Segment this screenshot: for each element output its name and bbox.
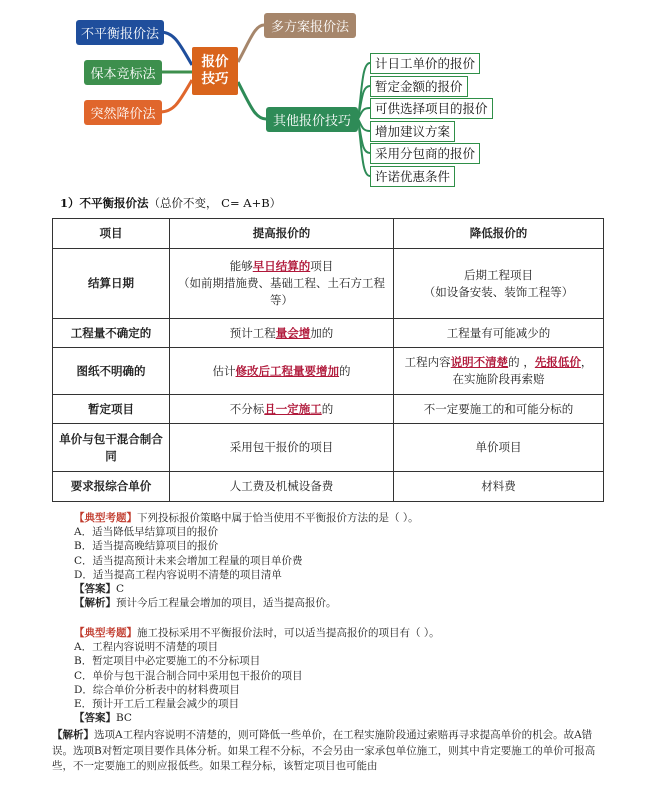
- mindmap-right-mid-node: 其他报价技巧: [266, 107, 358, 132]
- section-title: 不平衡报价法: [79, 196, 149, 210]
- row-item: 结算日期: [53, 249, 170, 319]
- connector-orange: [160, 80, 192, 112]
- question-1-answer: 【答案】C: [74, 583, 125, 596]
- question-2-stem-line: [74, 626, 614, 640]
- row-item: 单价与包干混合制合同: [53, 424, 170, 472]
- row-lower: 单价项目: [394, 424, 604, 472]
- row-raise: 估计修改后工程量要增加的: [170, 348, 394, 395]
- header-item: 项目: [53, 219, 170, 249]
- section-number: 1）: [60, 196, 80, 210]
- header-lower: 降低报价的: [394, 219, 604, 249]
- mindmap-sub-item-6: 许诺优惠条件: [370, 166, 455, 187]
- table-row: [53, 472, 604, 502]
- section-note: （总价不变， C= A+B）: [148, 196, 282, 210]
- question-1-option-b: B．适当提高晚结算项目的报价: [74, 540, 219, 553]
- row-raise: 能够早日结算的项目 （如前期措施费、基础工程、土石方工程等）: [170, 249, 394, 319]
- question-2-option-d: D．综合单价分析表中的材料费项目: [74, 683, 240, 696]
- question-1-option-a: A．适当降低早结算项目的报价: [74, 526, 219, 539]
- question-2-tag: 【典型考题】: [74, 627, 137, 639]
- mindmap-center-node: 报价技巧: [192, 47, 238, 95]
- table-row: [53, 424, 604, 472]
- row-raise: 采用包干报价的项目: [170, 424, 394, 472]
- question-2-answer: 【答案】BC: [74, 712, 132, 725]
- question-1-analysis: 【解析】预计今后工程量会增加的项目，适当提高报价。: [74, 597, 337, 610]
- mindmap-right-top-node: 多方案报价法: [264, 13, 356, 38]
- question-2-option-e: E．预计开工后工程量会减少的项目: [74, 698, 240, 711]
- question-2-stem: 施工投标采用不平衡报价法时，可以适当提高报价的项目有（ ）。: [137, 627, 440, 639]
- question-2-option-a: A．工程内容说明不清楚的项目: [74, 641, 219, 654]
- row-lower: 不一定要施工的和可能分标的: [394, 395, 604, 424]
- table-row: [53, 348, 604, 395]
- mindmap-sub-item-1: 计日工单价的报价: [370, 53, 480, 74]
- question-1-option-d: D．适当提高工程内容说明不清楚的项目清单: [74, 568, 282, 581]
- table-header-row: [53, 219, 604, 249]
- mindmap-sub-item-5: 采用分包商的报价: [370, 143, 480, 164]
- connector-tan: [238, 25, 264, 62]
- question-2-option-b: B．暂定项目中必定要施工的不分标项目: [74, 655, 261, 668]
- row-lower: 工程内容说明不清楚的 ，先报低价， 在实施阶段再索赔: [394, 348, 604, 395]
- row-item: 要求报综合单价: [53, 472, 170, 502]
- mindmap-left-node-3: 突然降价法: [84, 100, 162, 125]
- row-item: 图纸不明确的: [53, 348, 170, 395]
- question-2: [74, 626, 614, 725]
- row-lower: 工程量有可能减少的: [394, 319, 604, 348]
- connector-blue: [160, 32, 192, 65]
- question-1-stem-line: [74, 511, 614, 525]
- mindmap-sub-item-4: 增加建议方案: [370, 121, 455, 142]
- question-1-tag: 【典型考题】: [74, 512, 137, 524]
- row-item: 暂定项目: [53, 395, 170, 424]
- mindmap-left-node-1: 不平衡报价法: [76, 20, 164, 45]
- row-raise: 预计工程量会增加的: [170, 319, 394, 348]
- question-1-option-c: C．适当提高预计未来会增加工程量的项目单价费: [74, 554, 303, 567]
- connector-teal: [238, 82, 266, 119]
- section-heading: [60, 195, 281, 211]
- row-raise: 人工费及机械设备费: [170, 472, 394, 502]
- question-2-analysis: 【解析】选项A工程内容说明不清楚的，则可降低一些单价，在工程实施阶段通过索赔再寻求提高单价的机会。故A错误。选项B对暂定项目要作具体分析。如果工程不分标，不会另由一家承包单位施工，则其中肯定要施工的单价可报高些，不一定要施工的则应报低些。如果工程分标，该暂定项目也可能由: [52, 729, 596, 772]
- question-1-stem: 下列投标报价策略中属于恰当使用不平衡报价方法的是（ ）。: [137, 512, 419, 524]
- header-raise: 提高报价的: [170, 219, 394, 249]
- mindmap-sub-item-2: 暂定金额的报价: [370, 76, 468, 97]
- row-raise: 不分标且一定施工的: [170, 395, 394, 424]
- row-lower: 材料费: [394, 472, 604, 502]
- table-row: [53, 395, 604, 424]
- mindmap-sub-item-3: 可供选择项目的报价: [370, 98, 493, 119]
- comparison-table: [52, 218, 604, 502]
- question-1: [74, 511, 614, 610]
- row-item: 工程量不确定的: [53, 319, 170, 348]
- table-row: [53, 319, 604, 348]
- table-row: [53, 249, 604, 319]
- question-2-option-c: C．单价与包干混合制合同中采用包干报价的项目: [74, 669, 303, 682]
- mindmap-left-node-2: 保本竞标法: [84, 60, 162, 85]
- mind-map: [0, 0, 648, 200]
- row-lower: 后期工程项目 （如设备安装、装饰工程等）: [394, 249, 604, 319]
